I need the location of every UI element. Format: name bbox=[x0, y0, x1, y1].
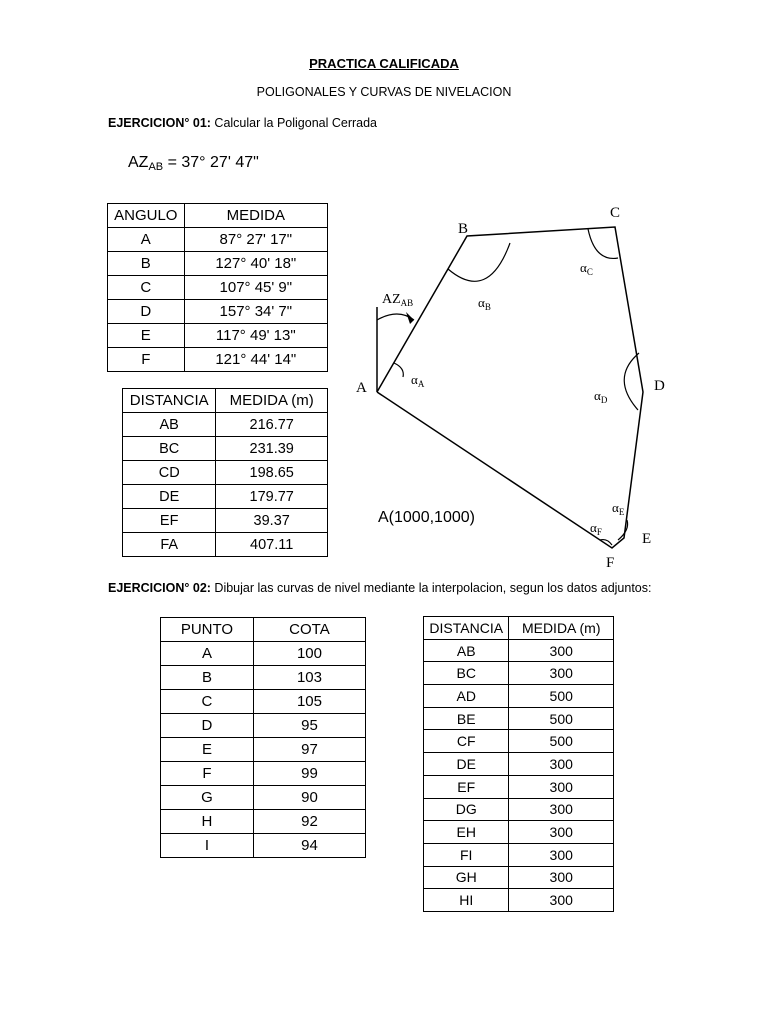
table-cell: 300 bbox=[509, 866, 614, 889]
table-row bbox=[424, 798, 614, 821]
table-cell: EF bbox=[123, 509, 216, 533]
points-table bbox=[160, 617, 366, 858]
table-cell: DE bbox=[123, 485, 216, 509]
table-header-row bbox=[123, 389, 328, 413]
table-cell: 121° 44' 14" bbox=[184, 348, 327, 372]
table-cell: 117° 49' 13" bbox=[184, 324, 327, 348]
exercise-1-text: Calcular la Poligonal Cerrada bbox=[210, 116, 378, 130]
column-header: MEDIDA bbox=[184, 204, 327, 228]
column-header: DISTANCIA bbox=[123, 389, 216, 413]
table-cell: 97 bbox=[253, 738, 365, 762]
table-cell: AB bbox=[424, 639, 509, 662]
vertex-label-b: B bbox=[458, 221, 469, 237]
table-cell: C bbox=[108, 276, 185, 300]
table-cell: EH bbox=[424, 821, 509, 844]
table-header-row bbox=[161, 618, 366, 642]
table-row bbox=[161, 642, 366, 666]
table-cell: EF bbox=[424, 775, 509, 798]
table-row bbox=[161, 834, 366, 858]
distances-table-1 bbox=[122, 388, 328, 557]
table-row bbox=[424, 639, 614, 662]
table-row bbox=[161, 810, 366, 834]
column-header: PUNTO bbox=[161, 618, 254, 642]
table-row bbox=[108, 300, 328, 324]
table-cell: 107° 45' 9" bbox=[184, 276, 327, 300]
table-cell: FA bbox=[123, 533, 216, 557]
table-cell: 94 bbox=[253, 834, 365, 858]
table-cell: 95 bbox=[253, 714, 365, 738]
table-cell: 157° 34' 7" bbox=[184, 300, 327, 324]
table-cell: BC bbox=[424, 662, 509, 685]
table-row bbox=[108, 228, 328, 252]
table-cell: 300 bbox=[509, 843, 614, 866]
page-title: PRACTICA CALIFICADA bbox=[309, 56, 459, 71]
table-cell: F bbox=[161, 762, 254, 786]
angle-label-f: $\alpha_F$ bbox=[590, 520, 602, 537]
table-row bbox=[108, 324, 328, 348]
table-cell: E bbox=[161, 738, 254, 762]
table-cell: 216.77 bbox=[216, 413, 328, 437]
table-row bbox=[161, 738, 366, 762]
table-cell: H bbox=[161, 810, 254, 834]
table-row bbox=[123, 437, 328, 461]
table-row bbox=[161, 786, 366, 810]
table-cell: 500 bbox=[509, 707, 614, 730]
table-cell: FI bbox=[424, 843, 509, 866]
table-row bbox=[108, 252, 328, 276]
table-cell: B bbox=[108, 252, 185, 276]
vertex-label-f: F bbox=[606, 555, 615, 571]
table-cell: AD bbox=[424, 685, 509, 708]
table-row bbox=[123, 533, 328, 557]
angle-arc-c bbox=[588, 229, 618, 258]
table-cell: 103 bbox=[253, 666, 365, 690]
angle-label-d: $\alpha_D$ bbox=[594, 388, 608, 405]
angle-arc-b bbox=[448, 243, 510, 281]
angle-label-e: $\alpha_E$ bbox=[612, 500, 625, 517]
table-cell: 300 bbox=[509, 775, 614, 798]
vertex-label-c: C bbox=[610, 205, 621, 221]
table-cell: 87° 27' 17" bbox=[184, 228, 327, 252]
table-cell: D bbox=[108, 300, 185, 324]
polygon-diagram bbox=[345, 195, 675, 571]
vertex-label-e: E bbox=[642, 531, 652, 547]
angle-label-b: $\alpha_B$ bbox=[478, 295, 491, 312]
vertex-label-d: D bbox=[654, 378, 665, 394]
table-cell: 500 bbox=[509, 685, 614, 708]
table-row bbox=[424, 843, 614, 866]
table-cell: 231.39 bbox=[216, 437, 328, 461]
table-cell: 198.65 bbox=[216, 461, 328, 485]
angle-arc-d bbox=[624, 353, 639, 410]
angle-arc-a bbox=[394, 363, 403, 377]
table-row bbox=[123, 485, 328, 509]
table-cell: 300 bbox=[509, 753, 614, 776]
vertex-label-a: A bbox=[356, 380, 367, 396]
table-row bbox=[123, 461, 328, 485]
table-cell: 39.37 bbox=[216, 509, 328, 533]
start-point-label: A(1000,1000) bbox=[378, 509, 475, 526]
table-cell: 90 bbox=[253, 786, 365, 810]
table-cell: G bbox=[161, 786, 254, 810]
table-row bbox=[161, 714, 366, 738]
table-cell: 179.77 bbox=[216, 485, 328, 509]
table-row bbox=[108, 276, 328, 300]
table-cell: I bbox=[161, 834, 254, 858]
table-cell: HI bbox=[424, 889, 509, 912]
table-row bbox=[123, 509, 328, 533]
exercise-2-heading bbox=[108, 581, 652, 595]
table-cell: CD bbox=[123, 461, 216, 485]
table-row bbox=[424, 685, 614, 708]
table-cell: C bbox=[161, 690, 254, 714]
exercise-2-text: Dibujar las curvas de nivel mediante la interpolacion, segun los datos adjuntos: bbox=[210, 581, 652, 595]
column-header: MEDIDA (m) bbox=[509, 617, 614, 640]
table-row bbox=[161, 690, 366, 714]
table-cell: 300 bbox=[509, 662, 614, 685]
table-header-row bbox=[424, 617, 614, 640]
table-cell: 500 bbox=[509, 730, 614, 753]
table-cell: 300 bbox=[509, 798, 614, 821]
exercise-2-label: EJERCICION° 02: bbox=[108, 581, 211, 595]
column-header: COTA bbox=[253, 618, 365, 642]
exercise-1-heading bbox=[108, 116, 377, 130]
column-header: ANGULO bbox=[108, 204, 185, 228]
table-cell: DG bbox=[424, 798, 509, 821]
table-row bbox=[424, 775, 614, 798]
table-cell: 92 bbox=[253, 810, 365, 834]
azimuth-arrow bbox=[406, 312, 414, 324]
table-cell: 300 bbox=[509, 821, 614, 844]
table-cell: A bbox=[108, 228, 185, 252]
distances-table-2 bbox=[423, 616, 614, 912]
table-cell: CF bbox=[424, 730, 509, 753]
table-cell: GH bbox=[424, 866, 509, 889]
table-cell: BC bbox=[123, 437, 216, 461]
svg-text:AZAB: $AZ_{AB}$ bbox=[382, 292, 414, 308]
table-cell: 300 bbox=[509, 639, 614, 662]
table-row bbox=[424, 753, 614, 776]
table-row bbox=[424, 707, 614, 730]
column-header: MEDIDA (m) bbox=[216, 389, 328, 413]
table-cell: 105 bbox=[253, 690, 365, 714]
table-cell: DE bbox=[424, 753, 509, 776]
table-cell: 127° 40' 18" bbox=[184, 252, 327, 276]
page-subtitle: POLIGONALES Y CURVAS DE NIVELACION bbox=[256, 85, 512, 99]
table-cell: B bbox=[161, 666, 254, 690]
table-cell: 99 bbox=[253, 762, 365, 786]
table-row bbox=[123, 413, 328, 437]
azimuth-label bbox=[382, 292, 413, 308]
azimuth-statement: $AZ_{AB} = 37^\circ$ 27' 47" bbox=[128, 154, 259, 173]
table-row bbox=[424, 889, 614, 912]
table-row bbox=[424, 730, 614, 753]
table-cell: A bbox=[161, 642, 254, 666]
angle-label-a: $\alpha_A$ bbox=[411, 372, 425, 389]
table-row bbox=[161, 666, 366, 690]
table-cell: E bbox=[108, 324, 185, 348]
exercise-1-label: EJERCICION° 01: bbox=[108, 116, 211, 130]
table-row bbox=[424, 866, 614, 889]
table-row bbox=[108, 348, 328, 372]
table-row bbox=[161, 762, 366, 786]
table-row bbox=[424, 662, 614, 685]
table-row bbox=[424, 821, 614, 844]
angles-table bbox=[107, 203, 328, 372]
table-cell: 407.11 bbox=[216, 533, 328, 557]
table-cell: 300 bbox=[509, 889, 614, 912]
table-cell: 100 bbox=[253, 642, 365, 666]
table-cell: F bbox=[108, 348, 185, 372]
table-cell: D bbox=[161, 714, 254, 738]
table-cell: BE bbox=[424, 707, 509, 730]
table-cell: AB bbox=[123, 413, 216, 437]
table-header-row bbox=[108, 204, 328, 228]
angle-label-c: $\alpha_C$ bbox=[580, 260, 593, 277]
column-header: DISTANCIA bbox=[424, 617, 509, 640]
